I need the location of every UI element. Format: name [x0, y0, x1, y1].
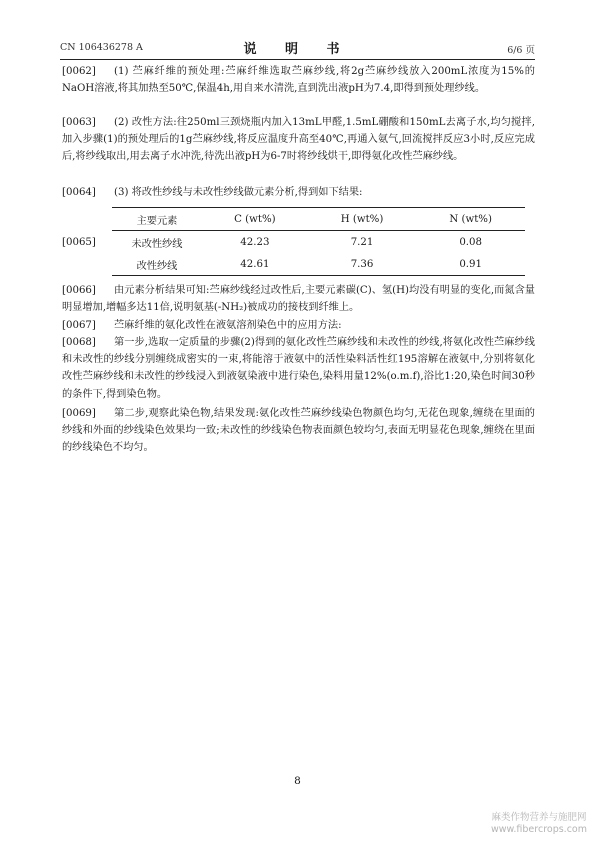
page-header: [60, 38, 535, 58]
paragraph-number: [0064]: [62, 187, 96, 198]
element-analysis-table: [112, 207, 525, 276]
paragraph-text: (3) 将改性纱线与未改性纱线做元素分析,得到如下结果:: [114, 187, 363, 198]
table-cell: 42.61: [202, 253, 308, 276]
paragraph-0066: [62, 282, 535, 316]
paragraph-text: 第一步,选取一定质量的步骤(2)得到的氨化改性苎麻纱线和未改性的纱线,将氨化改性苎麻纱线和未改性的纱线分别缠绕成密实的一束,将能溶于液氨中的活性染料活性红195溶解在液氨中,分别将氨化改性苎麻纱线和未改性的纱线浸入到液氨染液中进行染色,染料用量12%(o.m.f),浴比1:20,染色时间30秒的条件下,得到染色物。: [62, 337, 535, 400]
paragraph-text: (2) 改性方法:往250ml三颈烧瓶内加入13mL甲醛,1.5mL硼酸和150mL去离子水,均匀搅拌,加入步骤(1)的预处理后的1g苎麻纱线,将反应温度升高至40℃,再通入氨气,回流搅拌反应3小时,反应完成后,将纱线取出,用去离子水冲洗,待洗出液pH为6-7时将纱线烘干,即得氨化改性苎麻纱线。: [62, 117, 535, 163]
page-number: 8: [294, 775, 301, 787]
paragraph-0069: [62, 405, 535, 457]
table-cell: 42.23: [240, 236, 270, 248]
table-row: [112, 231, 525, 254]
paragraph-0067: [62, 317, 535, 334]
document-id: CN 106436278 A: [60, 42, 143, 53]
table-cell: 改性纱线: [112, 253, 202, 276]
table-cell: 7.21: [350, 236, 374, 248]
paragraph-0068: [62, 334, 535, 403]
paragraph-number: [0063]: [62, 117, 96, 128]
table-cell: 7.36: [308, 253, 417, 276]
paragraph-text: 苎麻纤维的氨化改性在液氨溶剂染色中的应用方法:: [114, 320, 342, 331]
table-cell: 0.08: [459, 236, 482, 248]
paragraph-number: [0068]: [62, 337, 96, 348]
watermark-url: www.fibercrops.com: [490, 824, 587, 835]
paragraph-0064: [62, 184, 535, 201]
column-header: H (wt%): [308, 208, 417, 231]
paragraph-number: [0067]: [62, 320, 96, 331]
paragraph-number: [0066]: [62, 285, 96, 296]
table-header-row: [112, 208, 525, 231]
table-cell: 0.91: [416, 253, 525, 276]
paragraph-text: (1) 苎麻纤维的预处理:苎麻纤维选取苎麻纱线,将2g苎麻纱线放入200mL浓度为15%的NaOH溶液,将其加热至50℃,保温4h,用自来水清洗,直到洗出液pH为7.4,即得到预处理纱线。: [62, 66, 535, 95]
paragraph-0063: [62, 114, 535, 166]
paragraph-number-0065: [0065]: [62, 237, 96, 248]
column-header: C (wt%): [202, 208, 308, 231]
paragraph-text: 由元素分析结果可知:苎麻纱线经过改性后,主要元素碳(C)、氢(H)均没有明显的变化,而氮含量明显增加,增幅多达11倍,说明氨基(-NH₂)被成功的接枝到纤维上。: [62, 285, 535, 314]
paragraph-number: [0062]: [62, 66, 96, 77]
column-header: 主要元素: [112, 208, 202, 231]
watermark: [491, 812, 587, 836]
header-divider: [60, 59, 535, 60]
column-header: N (wt%): [416, 208, 525, 231]
paragraph-number: [0069]: [62, 408, 96, 419]
paragraph-text: 第二步,观察此染色物,结果发现:氨化改性苎麻纱线染色物颜色均匀,无花色现象,缠绕在里面的纱线和外面的纱线染色效果均一致;未改性的纱线染色物表面颜色较均匀,表面无明显花色现象,缠绕在里面的纱线染色不均匀。: [62, 408, 535, 454]
paragraph-0062: [62, 63, 535, 97]
page-title: 说 明 书: [243, 42, 352, 57]
table-cell: 未改性纱线: [131, 238, 183, 250]
watermark-title: 麻类作物营养与施肥网: [491, 812, 587, 823]
table-row: [112, 253, 525, 276]
page-indicator: 6/6 页: [507, 45, 535, 56]
